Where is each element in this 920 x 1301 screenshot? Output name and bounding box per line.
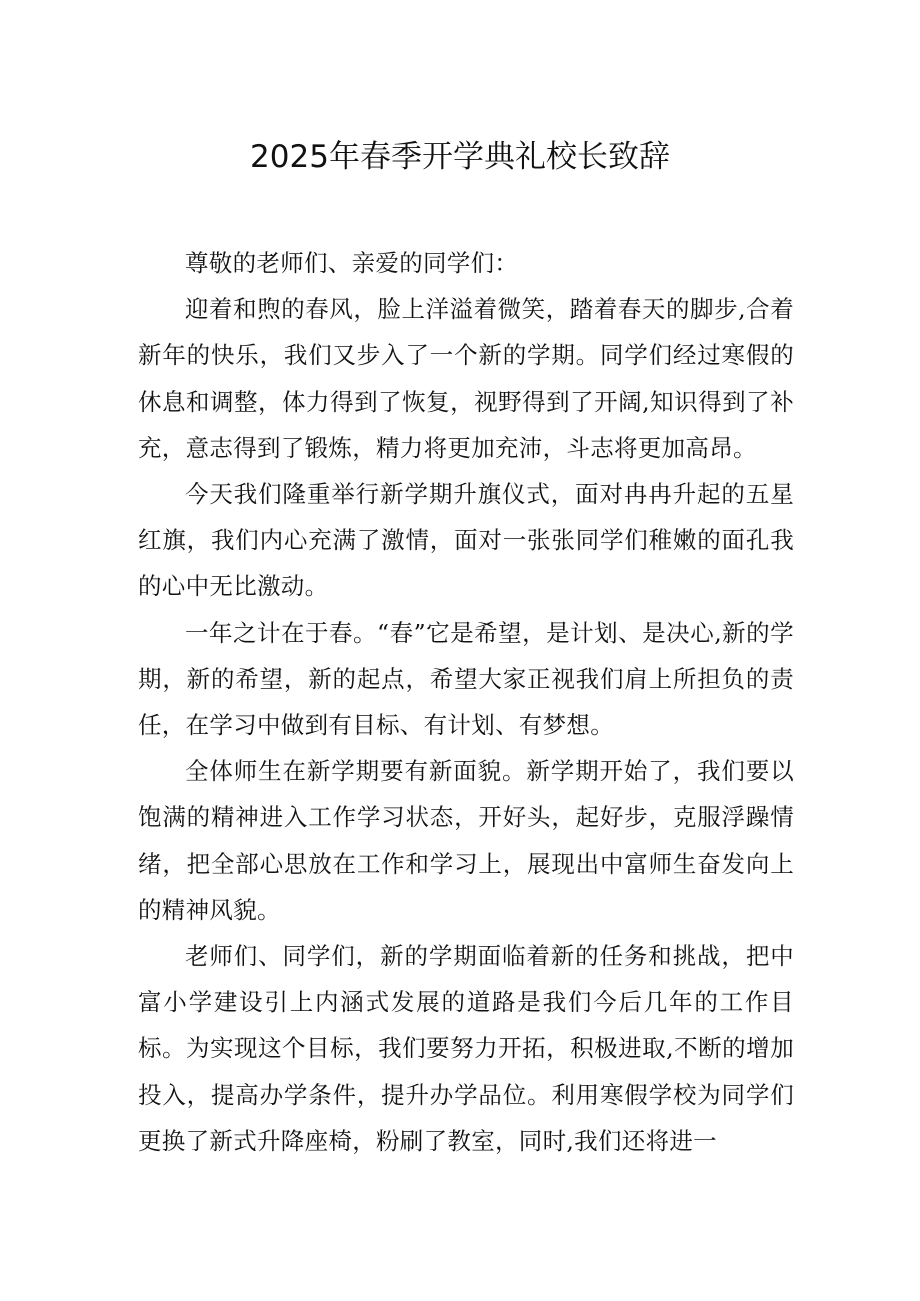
- paragraph-5: 老师们、同学们，新的学期面临着新的任务和挑战，把中富小学建设引上内涵式发展的道路是我们今后几年的工作目标。为实现这个目标，我们要努力开拓，积极进取,不断的增加投入，提高办学条件，提升办学品位。利用寒假学校为同学们更换了新式升降座椅，粉刷了教室，同时,我们还将进一: [138, 942, 794, 1155]
- salutation: 尊敬的老师们、亲爱的同学们：: [185, 249, 519, 277]
- paragraph-3: 一年之计在于春。“春”它是希望，是计划、是决心,新的学期，新的希望，新的起点，希望大家正视我们肩上所担负的责任，在学习中做到有目标、有计划、有梦想。: [138, 618, 794, 740]
- paragraph-4: 全体师生在新学期要有新面貌。新学期开始了，我们要以饱满的精神进入工作学习状态，开好头，起好步，克服浮躁情绪，把全部心思放在工作和学习上，展现出中富师生奋发向上的精神风貌。: [138, 757, 794, 924]
- paragraph-2: 今天我们隆重举行新学期升旗仪式，面对冉冉升起的五星红旗，我们内心充满了激情，面对一张张同学们稚嫩的面孔我的心中无比激动。: [138, 480, 794, 601]
- document-title: 2025年春季开学典礼校长致辞: [250, 139, 670, 175]
- paragraph-1: 迎着和煦的春风，脸上洋溢着微笑，踏着春天的脚步,合着新年的快乐，我们又步入了一个新的学期。同学们经过寒假的休息和调整，体力得到了恢复，视野得到了开阔,知识得到了补充，意志得到了锻炼，精力将更加充沛，斗志将更加高昂。: [138, 295, 794, 462]
- document-body: [138, 240, 794, 1164]
